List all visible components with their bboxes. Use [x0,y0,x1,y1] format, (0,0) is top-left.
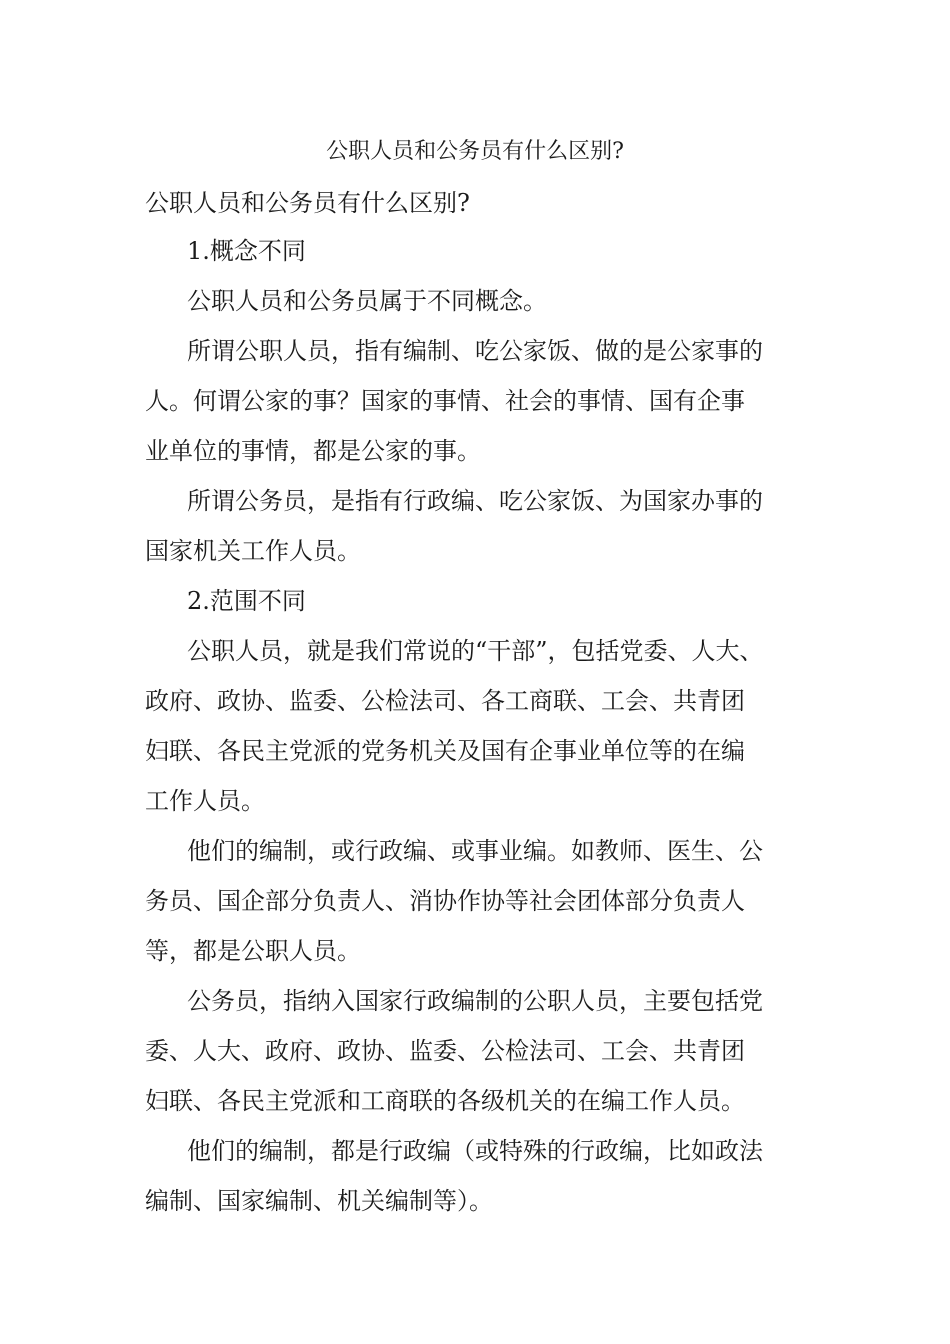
subtitle-line: 公职人员和公务员有什么区别? [145,189,470,217]
section-heading-scope: 2.范围不同 [187,587,306,615]
paragraph-line: 公职人员，就是我们常说的“干部”，包括党委、人大、 [187,637,764,665]
paragraph-line: 公务员，指纳入国家行政编制的公职人员，主要包括党 [187,987,763,1015]
paragraph-line: 妇联、各民主党派和工商联的各级机关的在编工作人员。 [145,1087,745,1115]
paragraph-line: 他们的编制，都是行政编（或特殊的行政编，比如政法 [187,1137,763,1165]
paragraph-line: 所谓公务员，是指有行政编、吃公家饭、为国家办事的 [187,487,763,515]
paragraph-line: 业单位的事情，都是公家的事。 [145,437,481,465]
paragraph-line: 工作人员。 [145,787,265,815]
section-heading-concept: 1.概念不同 [187,237,306,265]
paragraph-line: 等，都是公职人员。 [145,937,361,965]
paragraph-line: 委、人大、政府、政协、监委、公检法司、工会、共青团 [145,1037,745,1065]
paragraph-line: 公职人员和公务员属于不同概念。 [187,287,547,315]
paragraph-line: 人。何谓公家的事？国家的事情、社会的事情、国有企事 [145,387,745,415]
paragraph-line: 国家机关工作人员。 [145,537,361,565]
paragraph-line: 编制、国家编制、机关编制等）。 [145,1187,493,1215]
document-title: 公职人员和公务员有什么区别? [326,139,624,164]
paragraph-line: 务员、国企部分负责人、消协作协等社会团体部分负责人 [145,887,745,915]
paragraph-line: 妇联、各民主党派的党务机关及国有企事业单位等的在编 [145,737,745,765]
paragraph-line: 政府、政协、监委、公检法司、各工商联、工会、共青团 [145,687,745,715]
paragraph-line: 所谓公职人员，指有编制、吃公家饭、做的是公家事的 [187,337,763,365]
paragraph-line: 他们的编制，或行政编、或事业编。如教师、医生、公 [187,837,763,865]
